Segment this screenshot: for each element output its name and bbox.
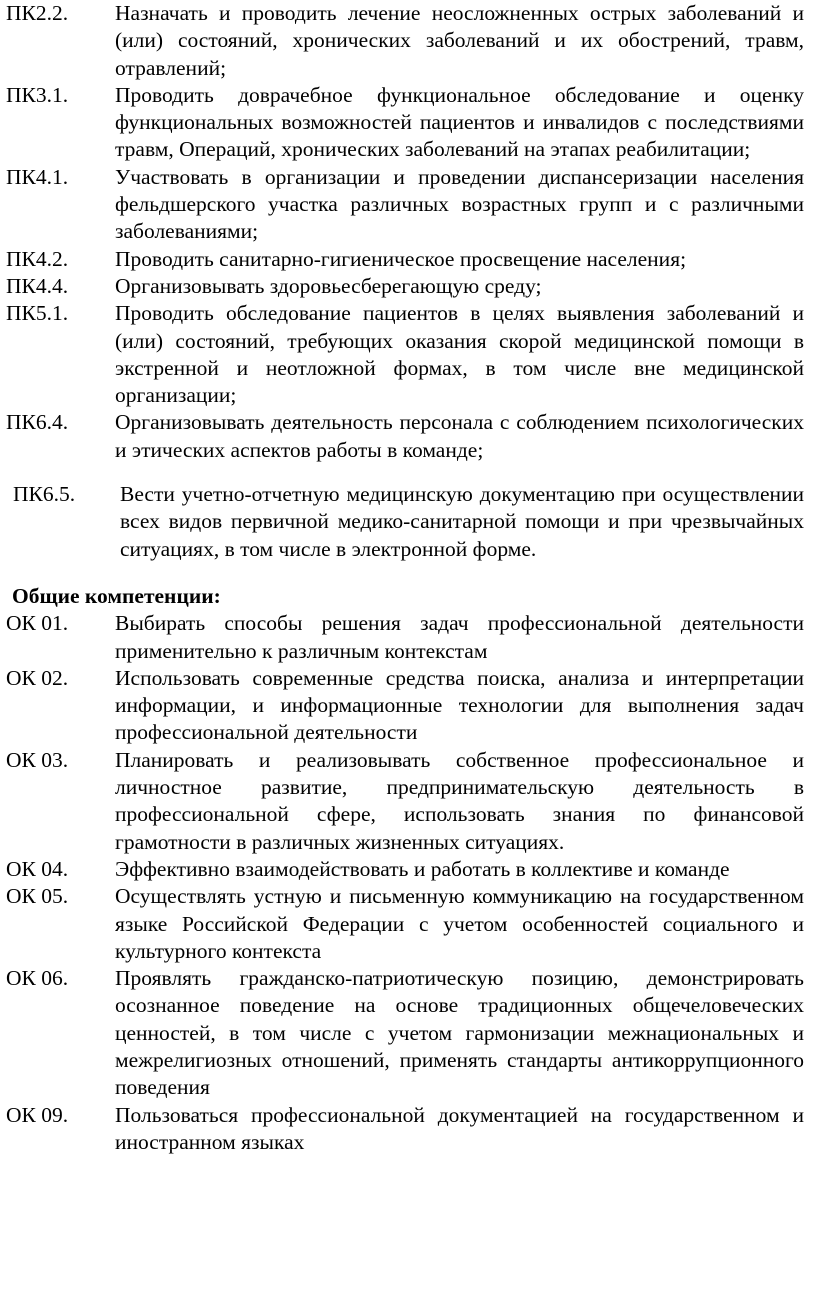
competency-code: ПК3.1. [6, 82, 69, 107]
competency-item [0, 300, 816, 409]
competency-text: Эффективно взаимодействовать и работать в коллективе и команде [115, 856, 730, 881]
competency-item [0, 883, 816, 965]
competency-text: Участвовать в организации и проведении диспансеризации населения фельдшерского участка различных возрастных групп и с различными заболеваниями; [115, 164, 804, 244]
competency-code: ПК5.1. [6, 301, 69, 326]
competency-text: Использовать современные средства поиска, анализа и интерпретации информации, и информационные технологии для выполнения задач профессиональной деятельности [115, 665, 804, 745]
competency-text: Организовывать деятельность персонала с соблюдением психологических и этических аспектов работы в команде; [115, 410, 804, 462]
competency-text: Организовывать здоровьесберегающую среду; [115, 273, 542, 298]
competency-text: Вести учетно-отчетную медицинскую документацию при осуществлении всех видов первичной медико-санитарной помощи и при чрезвычайных ситуациях, в том числе в электронной форме. [120, 482, 804, 561]
competency-code: ОК 02. [6, 665, 69, 690]
competency-code: ОК 03. [6, 747, 69, 772]
competency-code: ПК6.4. [6, 410, 69, 435]
competency-code: ПК4.2. [6, 246, 69, 271]
competency-text: Проявлять гражданско-патриотическую позицию, демонстрировать осознанное поведение на основе традиционных общечеловеческих ценностей, в том числе с учетом гармонизации межнациональных и межрелигиозных отношений, применять стандарты антикоррупционного поведения [115, 966, 804, 1100]
competency-item [0, 0, 816, 82]
competency-code: ПК2.2. [6, 1, 69, 25]
competency-text: Проводить санитарно-гигиеническое просвещение населения; [115, 246, 687, 271]
competency-code: ОК 05. [6, 884, 69, 909]
competency-code: ПК4.1. [6, 164, 69, 189]
competency-text: Выбирать способы решения задач профессиональной деятельности применительно к различным контекстам [115, 611, 804, 663]
competency-code: ОК 04. [6, 856, 69, 881]
competency-item [0, 665, 816, 747]
competency-code: ОК 06. [6, 966, 69, 991]
competency-code: ПК6.5. [13, 482, 76, 507]
competency-text: Проводить обследование пациентов в целях выявления заболеваний и (или) состояний, требующих оказания скорой медицинской помощи в экстренной и неотложной формах, в том числе вне медицинской организации; [115, 301, 804, 408]
competency-item [0, 481, 816, 563]
competency-text: Назначать и проводить лечение неосложненных острых заболеваний и (или) состояний, хронических заболеваний и их обострений, травм, отравлений; [115, 1, 804, 80]
competency-item [0, 82, 816, 164]
competency-item [0, 610, 816, 665]
competency-item [0, 965, 816, 1101]
competency-item [0, 273, 816, 300]
competency-code: ПК4.4. [6, 273, 69, 298]
competency-code: ОК 09. [6, 1102, 69, 1127]
competency-item [0, 747, 816, 856]
competency-text: Осуществлять устную и письменную коммуникацию на государственном языке Российской Федерации с учетом особенностей социального и культурного контекста [115, 884, 804, 963]
competency-item [0, 246, 816, 273]
competency-text: Проводить доврачебное функциональное обследование и оценку функциональных возможностей пациентов и инвалидов с последствиями травм, Операций, хронических заболеваний на этапах реабилитации; [115, 82, 804, 162]
competency-item [0, 409, 816, 464]
competency-code: ОК 01. [6, 611, 69, 636]
competency-item [0, 1102, 816, 1157]
competency-item [0, 164, 816, 246]
competency-item [0, 856, 816, 883]
competency-text: Пользоваться профессиональной документацией на государственном и иностранном языках [115, 1102, 804, 1154]
competency-text: Планировать и реализовывать собственное профессиональное и личностное развитие, предпринимательскую деятельность в профессиональной сфере, использовать знания по финансовой грамотности в различных жизненных ситуациях. [115, 747, 804, 854]
general-competencies-heading: Общие компетенции: [12, 583, 221, 608]
